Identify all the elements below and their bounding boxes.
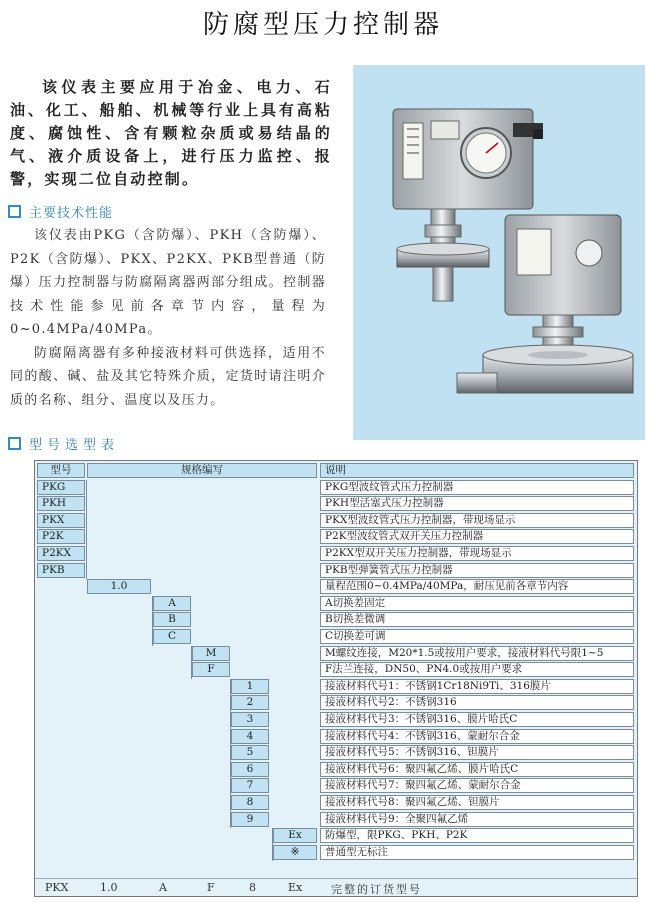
controller-unit-2: [457, 215, 633, 393]
table-guide-line: [191, 646, 192, 679]
example-code-switch: A: [159, 881, 167, 894]
material-code-cell: 3: [231, 712, 269, 727]
header-spec: 规格编写: [87, 463, 317, 478]
intro-paragraph: 该仪表主要应用于冶金、电力、石油、化工、船舶、机械等行业上具有高粘度、腐蚀性、含有颗粒杂质或易结晶的气、液介质设备上，进行压力监控、报警，实现二位自动控制。: [10, 78, 332, 188]
material-description-cell: 接液材料代号8：聚四氟乙烯、钽膜片: [320, 795, 634, 810]
switch-description-cell: A切换差固定: [320, 596, 634, 611]
model-code-cell: P2KX: [37, 546, 85, 561]
explosion-code-cell: ※: [273, 845, 317, 860]
order-example-row: [35, 878, 637, 896]
material-code-cell: 2: [231, 695, 269, 710]
material-description-cell: 接液材料代号9：全聚四氟乙烯: [320, 812, 634, 827]
model-description-cell: P2K型波纹管式双开关压力控制器: [320, 529, 634, 544]
switch-description-cell: B切换差微调: [320, 612, 634, 627]
switch-description-cell: C切换差可调: [320, 629, 634, 644]
example-code-explosion: Ex: [288, 881, 303, 894]
page-title: 防腐型压力控制器: [202, 10, 443, 40]
model-code-cell: P2K: [37, 529, 85, 544]
model-description-cell: P2KX型双开关压力控制器，带现场显示: [320, 546, 634, 561]
connection-code-cell: F: [192, 662, 230, 677]
explosion-description-cell: 防爆型，限PKG、PKH、P2K: [320, 828, 634, 843]
material-code-cell: 7: [231, 778, 269, 793]
range-description-cell: 量程范围0~0.4MPa/40MPa，耐压见前各章节内容: [320, 579, 634, 594]
model-description-cell: PKH型活塞式压力控制器: [320, 496, 634, 511]
table-guide-line: [272, 828, 273, 861]
material-description-cell: 接液材料代号3：不锈钢316、膜片哈氏C: [320, 712, 634, 727]
specs-paragraph-1: 该仪表由PKG（含防爆）、PKH（含防爆）、P2K（含防爆）、PKX、P2KX、PKB型普通（防爆）压力控制器与防腐隔离器两部分组成。控制器技术性能参见前各章节内容，量程为0~0.4MPa/40MPa。: [10, 228, 326, 337]
square-bullet-icon: [8, 437, 21, 450]
model-code-cell: PKG: [37, 480, 85, 495]
example-description: 完整的订货型号: [331, 883, 422, 896]
square-bullet-icon: [8, 205, 21, 218]
material-description-cell: 接液材料代号1：不锈钢1Cr18Ni9Ti、316膜片: [320, 679, 634, 694]
material-description-cell: 接液材料代号5：不锈钢316、钽膜片: [320, 745, 634, 760]
model-code-cell: PKH: [37, 496, 85, 511]
specs-text: [10, 224, 326, 412]
explosion-description-cell: 普通型无标注: [320, 845, 634, 860]
table-guide-line: [86, 480, 87, 580]
connection-code-cell: M: [192, 646, 230, 661]
material-code-cell: 1: [231, 679, 269, 694]
material-description-cell: 接液材料代号2：不锈钢316: [320, 695, 634, 710]
example-code-range: 1.0: [100, 881, 118, 894]
header-model: 型号: [37, 463, 85, 478]
table-guide-line: [230, 679, 231, 828]
specs-paragraph-2: 防腐隔离器有多种接液材料可供选择，适用不同的酸、碱、盐及其它特殊介质，定货时请注明介质的名称、组分、温度以及压力。: [10, 345, 326, 408]
model-description-cell: PKX型波纹管式压力控制器，带现场显示: [320, 513, 634, 528]
connection-description-cell: M螺纹连接，M20*1.5或按用户要求，接液材料代号限1~5: [320, 646, 634, 661]
table-guide-line: [152, 596, 153, 646]
switch-code-cell: B: [153, 612, 191, 627]
section-heading-specs: 主要技术性能: [8, 202, 113, 221]
explosion-code-cell: Ex: [273, 828, 317, 843]
model-description-cell: PKB型弹簧管式压力控制器: [320, 563, 634, 578]
material-code-cell: 4: [231, 729, 269, 744]
material-description-cell: 接液材料代号4：不锈钢316、蒙耐尔合金: [320, 729, 634, 744]
section-heading-selection: 型号选型表: [8, 434, 119, 453]
example-code-material: 8: [249, 881, 256, 894]
model-code-cell: PKB: [37, 563, 85, 578]
material-code-cell: 9: [231, 812, 269, 827]
material-description-cell: 接液材料代号7：聚四氟乙烯、蒙耐尔合金: [320, 778, 634, 793]
switch-code-cell: C: [153, 629, 191, 644]
model-description-cell: PKG型波纹管式压力控制器: [320, 480, 634, 495]
switch-code-cell: A: [153, 596, 191, 611]
material-code-cell: 8: [231, 795, 269, 810]
model-code-cell: PKX: [37, 513, 85, 528]
connection-description-cell: F法兰连接，DN50、PN4.0或按用户要求: [320, 662, 634, 677]
material-code-cell: 6: [231, 762, 269, 777]
example-code-connection: F: [207, 881, 215, 894]
material-code-cell: 5: [231, 745, 269, 760]
material-description-cell: 接液材料代号6：聚四氟乙烯、膜片哈氏C: [320, 762, 634, 777]
product-photo: [353, 65, 645, 440]
range-code-cell: 1.0: [87, 579, 151, 594]
header-description: 说明: [320, 463, 634, 478]
example-code-model: PKX: [45, 881, 69, 894]
